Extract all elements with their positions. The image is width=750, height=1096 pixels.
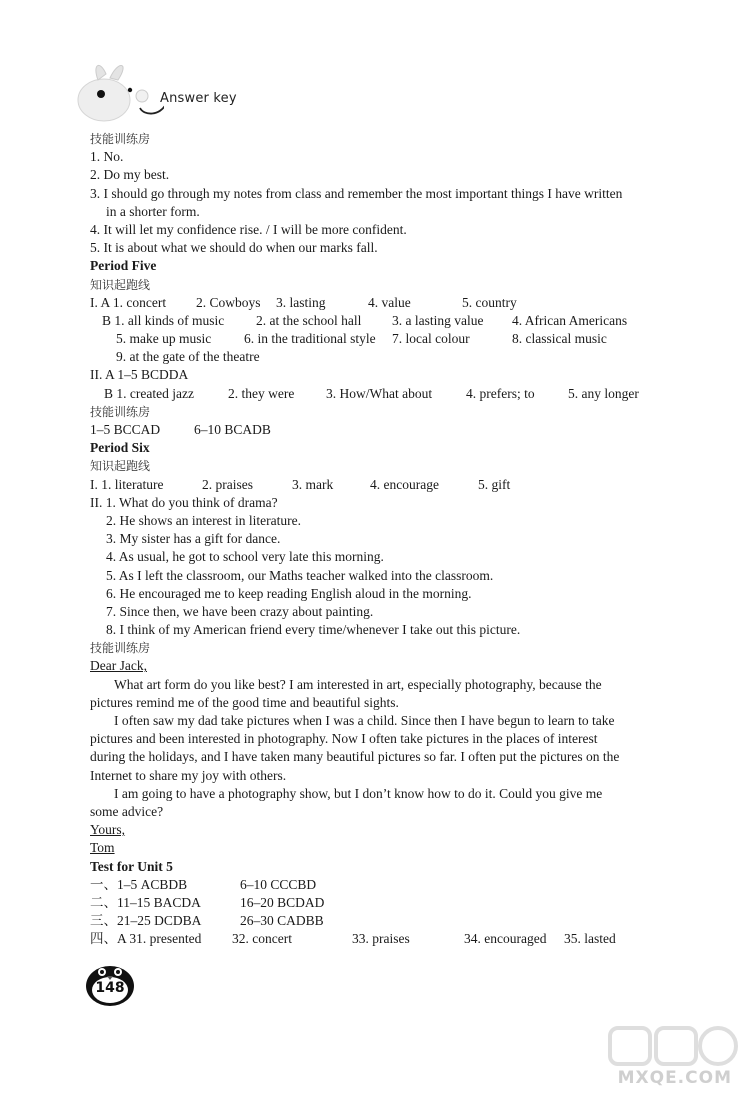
answer-line: 9. at the gate of the theatre [116, 349, 260, 365]
answer-row [90, 330, 670, 348]
period-six-title: Period Six [90, 440, 150, 456]
section-heading: 技能训练房 [90, 132, 151, 146]
answer-cell: 7. local colour [392, 331, 470, 347]
answer-cell: 5. country [462, 294, 517, 310]
period-five-title: Period Five [90, 258, 157, 274]
answer-cell: 4. encourage [370, 476, 439, 492]
answer-cell: 2. they were [228, 385, 295, 401]
answer-cell: 5. gift [478, 476, 511, 492]
answer-line: 4. As usual, he got to school very late this morning. [106, 549, 384, 565]
letter-greeting: Dear Jack, [90, 658, 147, 674]
section-heading: 技能训练房 [90, 641, 151, 656]
header-title: Answer key [160, 91, 237, 106]
answer-line: 8. I think of my American friend every time/whenever I take out this picture. [106, 622, 521, 638]
answer-cell: 6. in the traditional style [244, 331, 376, 347]
answer-cell: 3. a lasting value [392, 312, 484, 328]
answer-cell: 8. classical music [512, 331, 607, 347]
letter-line: during the holidays, and I have taken many beautiful pictures so far. I often put the pictures on the [90, 749, 620, 765]
answer-cell: 1–5 BCCAD [90, 422, 161, 437]
answer-line: 1. No. [90, 149, 124, 165]
answer-line: 4. It will let my confidence rise. / I will be more confident. [90, 221, 407, 237]
answer-line: 3. My sister has a gift for dance. [106, 531, 281, 547]
answer-cell: 3. mark [292, 476, 334, 492]
answer-cell: 三、21–25 DCDBA [90, 913, 202, 929]
letter-line: Internet to share my joy with others. [90, 767, 287, 783]
answer-cell: 2. Cowboys [196, 294, 261, 310]
answer-row [90, 912, 670, 930]
letter-closing: Yours, [90, 822, 126, 838]
letter-line: I often saw my dad take pictures when I was a child. Since then I have begun to learn to take [114, 713, 615, 728]
rabbit-logo-icon [74, 56, 164, 122]
answer-row [90, 876, 670, 894]
letter-line: What art form do you like best? I am interested in art, especially photography, because the [114, 676, 602, 692]
letter-line: I am going to have a photography show, but I don’t know how to do it. Could you give me [114, 785, 603, 801]
answer-cell: B 1. created jazz [104, 385, 194, 401]
answer-cell: 5. make up music [116, 331, 212, 347]
answer-line: 5. As I left the classroom, our Maths teacher walked into the classroom. [106, 567, 494, 583]
answer-row [90, 385, 670, 403]
answer-cell: I. A 1. concert [90, 294, 167, 310]
answer-cell: 四、A 31. presented [90, 931, 202, 947]
answer-line: II. A 1–5 BCDDA [90, 367, 189, 383]
answer-cell: 16–20 BCDAD [240, 894, 325, 910]
answer-cell: 6–10 BCADB [194, 422, 271, 437]
page-header [74, 56, 294, 122]
answer-cell: 3. How/What about [326, 385, 433, 401]
section-heading: 知识起跑线 [90, 277, 151, 292]
answer-cell: 32. concert [232, 931, 292, 947]
answer-row [90, 421, 670, 439]
answer-cell: 26–30 CADBB [240, 913, 324, 929]
answer-line: 2. Do my best. [90, 167, 170, 183]
answer-row [90, 930, 670, 948]
answer-line: in a shorter form. [106, 203, 200, 219]
answer-cell: 2. at the school hall [256, 312, 362, 328]
answer-row [90, 894, 670, 912]
answer-line: 2. He shows an interest in literature. [106, 512, 301, 528]
content [90, 130, 670, 948]
answer-line: 5. It is about what we should do when our marks fall. [90, 240, 378, 256]
answer-cell: I. 1. literature [90, 476, 164, 492]
answer-row [90, 476, 670, 494]
answer-cell: 4. African Americans [512, 312, 628, 328]
answer-cell: 一、1–5 ACBDB [90, 876, 188, 892]
answer-cell: 6–10 CCCBD [240, 876, 317, 892]
answer-cell: 4. prefers; to [466, 385, 535, 401]
answer-cell: 2. praises [202, 476, 253, 492]
answer-row [90, 312, 670, 330]
letter-line: pictures and been interested in photography. Now I often take pictures in the places of interest [90, 731, 598, 747]
answer-cell: 二、11–15 BACDA [90, 894, 201, 910]
answer-line: II. 1. What do you think of drama? [90, 494, 278, 510]
letter-line: pictures remind me of the good time and beautiful sights. [90, 694, 399, 710]
answer-cell: 3. lasting [276, 294, 326, 310]
letter-line: some advice? [90, 803, 164, 819]
section-heading: 知识起跑线 [90, 459, 151, 474]
answer-line: 7. Since then, we have been crazy about painting. [106, 603, 374, 619]
page-number: 148 [95, 980, 125, 996]
answer-cell: 33. praises [352, 931, 410, 947]
answer-cell: 34. encouraged [464, 931, 547, 947]
answer-cell: 4. value [368, 294, 411, 310]
answer-cell: B 1. all kinds of music [102, 312, 225, 328]
section-heading: 技能训练房 [90, 404, 151, 419]
test-title: Test for Unit 5 [90, 858, 173, 874]
watermark-text: MXQE.COM [617, 1068, 732, 1088]
answer-cell: 35. lasted [564, 931, 616, 947]
answer-line: 3. I should go through my notes from class and remember the most important things I have written [90, 185, 623, 201]
answer-row [90, 294, 670, 312]
letter-signature: Tom [90, 840, 115, 856]
answer-cell: 5. any longer [568, 385, 639, 401]
answer-line: 6. He encouraged me to keep reading English aloud in the morning. [106, 585, 472, 601]
